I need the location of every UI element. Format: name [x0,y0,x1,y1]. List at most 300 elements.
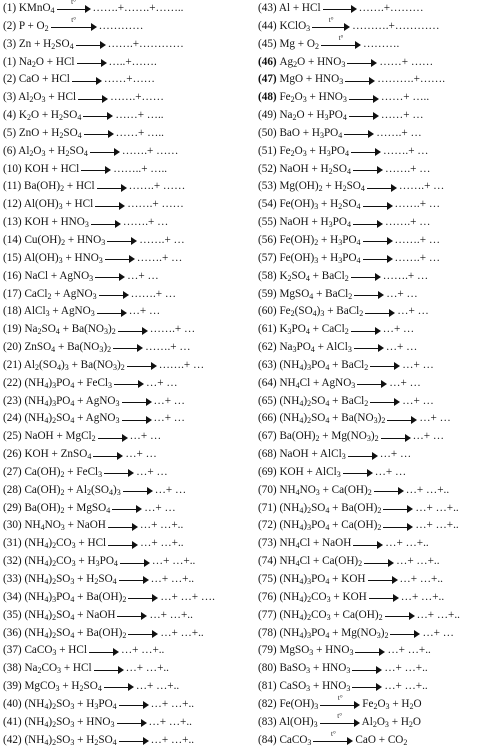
equation-number: (2) [3,19,19,32]
reaction-arrow [365,307,395,317]
reaction-arrow [351,325,381,335]
reactants: $Ba(OH)_2 + Mg(NO_3)_2$ [279,430,379,444]
reactants: $(NH_4)_2SO_4$ + BaCl$_2$ [279,394,369,408]
equation-number: (16) [3,269,25,282]
reactants: ZnO + $H_2SO_4$ [18,126,82,140]
equation-row [258,696,499,714]
equation-row [258,339,499,357]
equation-row [258,500,499,518]
products: …+ … [412,430,445,443]
products: ………. [362,37,400,50]
equation-row [3,696,255,714]
products: CaO + $CO_2$ [355,733,408,747]
equation-row [258,286,499,304]
reaction-arrow [94,664,124,674]
equation-number: (49) [258,109,280,122]
reactants: NaCl + AgNO$_3$ [24,269,94,283]
reactants: $Fe(OH)_3 + H_2SO_4$ [279,198,361,212]
reactants: $(NH_4)_2CO_3$ + KOH [279,590,367,604]
equation-row [258,0,499,18]
reactants: $Zn + H_2SO_4$ [18,37,74,51]
reaction-arrow [349,93,379,103]
equation-number: (36) [3,626,25,639]
equation-row [3,36,255,54]
heat-condition: t° [328,16,334,25]
reactants: $(NH_4)_2SO_3 + HNO_3$ [24,715,115,729]
reaction-arrow [108,521,138,531]
equation-number: (84) [258,733,280,746]
reaction-arrow [354,342,384,352]
products: …+ …+.. [384,680,428,693]
products: …+ …+.. [396,555,440,568]
equation-row [3,357,255,375]
reaction-arrow [323,3,357,13]
equation-row [258,678,499,696]
equation-number: (48) [258,91,280,104]
products: …+ …+.. [384,662,428,675]
equation-row [3,107,255,125]
equation-row [258,268,499,286]
reaction-arrow [105,253,135,263]
reactants: $Cu(OH)_2 + HNO_3$ [24,233,106,247]
equation-number: (22) [3,376,25,389]
products: …+ …+.. [400,590,445,603]
reactants: $Ca(OH)_2$ + FeCl$_3$ [24,465,103,479]
reactants: MgSO$_4$ + BaCl$_2$ [279,287,353,301]
products: …+ … [146,376,178,389]
reaction-arrow [114,378,144,388]
reaction-arrow [385,610,415,620]
reactants: $(NH_4)_3PO_4$ + AgNO$_3$ [24,394,120,408]
products: ……..+ ….. [113,162,168,175]
reactants: $Fe_2O_3 + H_3PO_4$ [279,144,350,158]
products: $Al_2O_3 + H_2O$ [361,715,421,729]
equation-row [258,71,499,89]
equation-row [258,107,499,125]
equation-number: (10) [3,162,25,175]
products: …+ … [382,323,415,336]
equation-number: (1) [3,55,19,68]
equation-number: (80) [258,662,280,675]
products: …+ …+.. [415,519,459,532]
products: …….+ … [376,126,422,139]
equation-row [258,143,499,161]
reaction-arrow [349,110,379,120]
products: …+ …+.. [139,519,184,532]
equation-row [258,482,499,500]
reaction-arrow [99,289,129,299]
equation-number: (6) [3,144,19,157]
equation-row [3,214,255,232]
equation-row [3,268,255,286]
equation-row [3,410,255,428]
equation-row [258,178,499,196]
equation-number: (55) [258,216,280,229]
reaction-arrow [81,164,111,174]
reactants: KOH + $HNO_3$ [24,216,89,230]
products: …+ …+.. [416,608,460,621]
equation-number: (65) [258,394,280,407]
reactants: $Al_2(SO_4)_3 + Ba(NO_3)_2$ [23,358,125,372]
equation-number: (11) [3,180,25,193]
reactants: $Fe_2(SO_4)_3$ + BaCl$_2$ [279,305,364,319]
products: …….+ … [158,358,205,371]
equation-number: (72) [258,519,280,532]
reaction-arrow [90,146,120,156]
products: …+ …+.. [399,573,443,585]
equation-row [3,678,255,696]
products: …+ … [144,501,176,514]
reactants: $(NH_4)_2SO_4 + Ba(NO_3)_2$ [279,412,386,426]
reactants: CaSO$_3$ + $HNO_3$ [279,680,351,694]
reactants: $(NH_4)_3PO_4$ + FeCl$_3$ [24,376,113,390]
reactants: NaOH + AlCl$_3$ [279,448,346,462]
reaction-arrow [321,34,361,49]
reaction-arrow [390,628,420,638]
equation-row [258,357,499,375]
reactants: $NH_4Cl + Ca(OH)_2$ [279,555,363,569]
reaction-arrow [345,75,375,85]
reaction-arrow [367,182,397,192]
equation-number: (1) [3,2,19,14]
equation-number: (19) [3,323,25,336]
reactants: MgO + $HNO_3$ [279,73,344,87]
reaction-arrow [84,128,114,138]
equation-number: (68) [258,448,280,461]
equation-row [3,553,255,571]
reaction-arrow [120,557,150,567]
equation-number: (75) [258,573,280,585]
left-column [3,0,255,749]
equation-row [3,714,255,732]
products: …+ … [386,287,418,300]
equation-row [3,428,255,446]
reaction-arrow [123,485,153,495]
reactants: $(NH_4)_3PO_4$ + BaCl$_2$ [279,358,369,372]
equation-row [258,232,499,250]
equation-number: (26) [3,448,25,461]
equation-row [3,196,255,214]
reaction-arrow [368,574,398,584]
products: …+ … [374,465,407,478]
equation-row [3,571,255,589]
equation-row [3,321,255,339]
products: …..+……. [108,55,157,68]
equation-number: (33) [3,573,25,585]
reactants: Al + HCl [278,2,321,14]
reactants: BaSO$_3$ + $HNO_3$ [279,662,351,676]
equation-row [3,0,255,18]
equation-row [258,196,499,214]
equation-number: (4) [3,109,19,122]
reaction-arrow [122,414,152,424]
reactants: $Fe(OH)_3$ [279,697,319,711]
reaction-arrow [313,730,353,745]
reactants: $(NH_4)_3PO_4 + Ba(OH)_2$ [24,590,127,604]
equation-number: (79) [258,644,280,657]
reaction-arrow [312,16,350,31]
reaction-arrow [51,16,97,31]
equation-number: (64) [258,376,280,389]
equation-number: (38) [3,662,25,675]
reaction-arrow [104,681,134,691]
products: …+ …+.. [151,555,196,568]
reaction-arrow [353,218,383,228]
products: …+ … [125,448,157,461]
equation-row [3,660,255,678]
reaction-arrow [353,539,383,549]
reactants: $Fe_2O_3 + HNO_3$ [279,91,347,105]
reactants: CaCl$_2$ + AgNO$_3$ [24,287,97,301]
products: …+ …+.. [385,537,429,550]
products: …+ …+ …. [160,590,215,603]
equation-number: (56) [258,233,280,246]
reaction-arrow [369,592,399,602]
reactants: $NH_4NO_3$ + NaOH [24,519,106,533]
reactants: KMnO$_4$ [18,2,55,15]
reaction-arrow [344,128,374,138]
equation-row [3,89,255,107]
reactants: $(NH_4)_2SO_4$ + NaOH [24,608,116,622]
products: …+ …+.. [149,608,193,621]
equation-number: (54) [258,198,280,211]
equation-number: (40) [3,697,25,710]
heat-condition: t° [338,34,344,43]
equation-row [258,428,499,446]
equation-number: (15) [3,251,24,264]
products: ……+ ….. [115,126,164,139]
equation-row [3,125,255,143]
equation-number: (50) [258,126,280,139]
equation-number: (25) [3,430,25,443]
equation-row [3,732,255,750]
products: …+ …+.. [387,644,431,657]
reactants: $NH_4Cl$ + AgNO$_3$ [279,376,356,390]
reaction-arrow [117,717,147,727]
equation-row [3,589,255,607]
products: …+ … [389,376,421,389]
reaction-arrow [381,432,411,442]
products: …….+ … [384,162,431,175]
reactants: $(NH_4)_2CO_3 + H_3PO_4$ [24,555,118,569]
reaction-arrow [72,75,102,85]
products: …+ …+.. [135,680,180,693]
reactants: $NH_4Cl$ + NaOH [279,537,352,551]
equation-row [3,446,255,464]
products: …+ … [419,412,451,425]
equation-row [258,18,499,36]
reaction-arrow [351,146,381,156]
heat-condition: t° [71,16,77,25]
equation-number: (47) [258,73,280,86]
reaction-arrow [128,592,158,602]
reaction-arrow [104,467,134,477]
equation-row [3,393,255,411]
products: …+ …+.. [415,501,459,514]
equation-row [258,446,499,464]
reaction-arrow [107,235,137,245]
reaction-arrow [374,485,404,495]
equation-number: (46) [258,55,280,68]
equation-number: (20) [3,341,25,354]
reactants: MgCO$_3$ + $H_2SO_4$ [24,680,102,694]
equation-number: (60) [258,305,280,318]
reactants: $Mg(OH)_2 + H_2SO_4$ [279,180,365,194]
reactants: $NH_4NO_3 + Ca(OH)_2$ [279,483,372,497]
reactants: KOH + HCl [24,162,80,175]
products: …….+ … [394,198,441,211]
reaction-arrow [363,253,393,263]
equation-number: (42) [3,733,25,746]
reactants: $(NH_4)_2SO_4 + Ba(OH)_2$ [279,501,382,515]
equation-number: (81) [258,680,280,693]
equation-row [258,607,499,625]
equation-number: (12) [3,198,24,211]
equation-number: (37) [3,644,25,657]
reactants: $Al(OH)_3 + HNO_3$ [23,251,103,265]
reaction-arrow [108,539,138,549]
products: …+ … [129,430,162,443]
products: …….+……… [358,2,424,14]
equation-row [258,660,499,678]
reaction-arrow [353,164,383,174]
heat-condition: t° [337,712,343,721]
products: …….+………… [107,37,184,50]
reactants: NaOH + MgCl$_2$ [24,430,96,444]
products: ……+ ….. [380,91,430,104]
reaction-arrow [91,218,121,228]
reaction-arrow [347,57,377,67]
equation-row [3,535,255,553]
reactants: KClO$_3$ [279,19,311,33]
reaction-arrow [363,200,393,210]
equation-number: (30) [3,519,25,532]
equation-row [258,732,499,750]
reaction-arrow [78,93,108,103]
reaction-arrow [383,521,413,531]
reaction-arrow [363,235,393,245]
reactants: $(NH_4)_3PO_4 + Ca(OH)_2$ [279,519,382,533]
equation-number: (21) [3,358,24,371]
products: …+ … [153,394,185,407]
equation-row [258,410,499,428]
products: …….+ … [384,216,431,229]
reaction-arrow [98,432,128,442]
reaction-arrow [57,0,91,13]
products: …+ …+.. [150,573,195,585]
reaction-arrow [364,557,394,567]
equation-row [258,125,499,143]
reactants: $Na_2O + H_3PO_4$ [279,109,347,123]
products: …….+ …… [121,144,179,157]
equation-row [258,571,499,589]
equation-number: (32) [3,555,25,568]
equation-row [258,321,499,339]
equation-row [3,232,255,250]
products: ……+ … [380,109,424,122]
reaction-arrow [119,574,149,584]
reactants: $Al(OH)_3$ + HCl [23,198,94,212]
products: …….+ … [149,323,196,336]
reaction-arrow [370,396,400,406]
equation-row [258,625,499,643]
equation-number: (69) [258,465,280,478]
reaction-arrow [95,200,125,210]
equation-row [258,89,499,107]
reactants: $Fe(OH)_2 + H_3PO_4$ [279,233,361,247]
products: …+ …+.. [125,662,169,675]
equation-row [258,714,499,732]
reaction-arrow [128,628,158,638]
reaction-arrow [76,39,106,49]
reactants: CaCO$_3$ [279,733,312,747]
reactants: $K_2O + H_2SO_4$ [18,109,82,123]
reactants: $P + O_2$ [18,19,49,33]
equation-number: (41) [3,715,25,728]
equation-row [258,303,499,321]
reaction-arrow [112,503,142,513]
reactants: $Na_3PO_4$ + AlCl$_3$ [279,341,352,355]
equation-number: (66) [258,412,280,425]
equation-row [258,375,499,393]
right-column [258,0,499,749]
products: …+ …+.. [140,537,184,550]
products: …….+ … [382,269,429,282]
reaction-arrow [320,694,360,709]
reactants: $Na_2CO_3$ + HCl [24,662,92,676]
reaction-arrow [117,610,147,620]
products: …….+ … [398,180,445,193]
reactants: NaOH + $H_2SO_4$ [279,162,351,176]
equation-number: (43) [258,2,279,14]
products: …+ … [128,305,161,318]
equation-number: (5) [3,126,19,139]
equation-row [3,625,255,643]
equation-row [3,464,255,482]
reaction-arrow [97,182,127,192]
equation-number: (59) [258,287,280,300]
equation-number: (39) [3,680,25,693]
equation-row [258,642,499,660]
products: ………… [98,19,144,32]
equation-row [3,642,255,660]
reaction-arrow [113,342,143,352]
reaction-arrow [93,450,123,460]
reaction-arrow [118,325,148,335]
equation-number: (78) [258,626,280,639]
products: …….+ … [130,287,177,300]
equation-number: (62) [258,341,280,354]
products: …+ … [154,483,187,496]
reactants: AlCl$_3$ + AgNO$_3$ [23,305,95,319]
equation-row [3,250,255,268]
products: …….+ … [145,341,191,354]
products: …….+ … [383,144,429,157]
products: …….+ … [122,216,169,229]
equation-row [258,393,499,411]
products: ……+ …… [379,55,434,68]
reactants: $Ca(OH)_2 + Al_2(SO_4)_3$ [24,483,121,497]
heat-condition: t° [337,694,343,703]
reactants: $(NH_4)_2SO_3 + H_3PO_4$ [24,697,117,711]
equation-number: (53) [258,180,280,193]
reaction-arrow [357,378,387,388]
products: …+ … [127,269,159,282]
reaction-arrow [97,307,127,317]
products: …….+…… [110,91,164,104]
products: …+ … [153,412,185,425]
reaction-arrow [352,681,382,691]
